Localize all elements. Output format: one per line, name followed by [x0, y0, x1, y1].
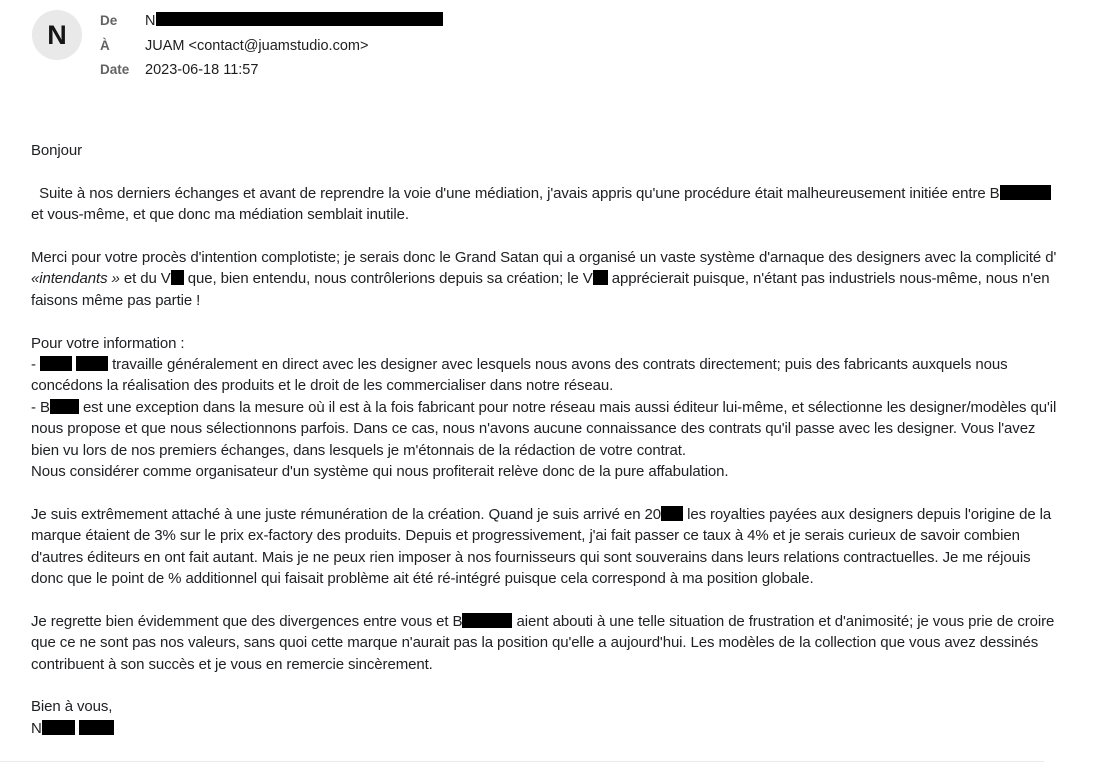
redacted-text [1000, 185, 1051, 200]
to-row [100, 34, 1100, 59]
redacted-text [76, 356, 108, 371]
email-header [0, 0, 1100, 81]
to-label: À [100, 37, 110, 53]
redacted-from-name [156, 12, 443, 26]
from-label: De [100, 13, 118, 28]
redaction-descender-artifact [302, 20, 307, 26]
to-value: JUAM <contact@juamstudio.com> [145, 37, 369, 54]
para-regret: Je regrette bien évidemment que des divergences entre vous et B aient abouti à une telle situation de frustration et d'animosité; je vous prie de croire que ce ne sont pas nos valeurs, sans quoi cette marque n'aurait pas la position qu'elle a aujourd'hui. Les modèles de la collection que vous avez dessinés contribuent à son succès et je vous en remercie sincèrement. [31, 612, 1059, 673]
date-row [100, 58, 1100, 83]
redacted-text [661, 506, 683, 521]
from-value-prefix: N [145, 13, 156, 29]
redacted-text [40, 356, 72, 371]
redacted-text [79, 720, 114, 735]
para-complot: Merci pour votre procès d'intention complotiste; je serais donc le Grand Satan qui a organisé un vaste système d'arnaque des designers avec la complicité d' «intendants » et du V que, bien entendu, nous contrôlerions depuis sa création; le V apprécierait puisque, n'étant pas industriels nous-même, nous n'en faisons même pas partie ! [31, 249, 1061, 309]
redacted-text [50, 399, 79, 414]
sender-avatar [32, 10, 82, 60]
avatar-letter: N [47, 19, 67, 50]
email-body [31, 140, 1063, 739]
date-label: Date [100, 62, 130, 77]
redacted-text [462, 613, 512, 628]
redacted-text [42, 720, 75, 735]
date-value: 2023-06-18 11:57 [145, 62, 259, 78]
greeting: Bonjour [31, 142, 83, 159]
para-mediation: Suite à nos derniers échanges et avant de reprendre la voie d'une médiation, j'avais appris qu'une procédure était malheureusement initiée entre B et vous-même, et que donc ma médiation semblait inutile. [31, 184, 1055, 224]
para-information: Pour votre information : - travaille généralement en direct avec les designer avec lesquels nous avons des contrats directement; puis des fabricants auxquels nous concédons la réalisation des produits et le droit de les commercialiser dans notre réseau. - B est une exception dans la mesure où il est à la fois fabricant pour notre réseau mais aussi éditeur lui-même, et sélectionne les designer/modèles qu'il nous propose et que nous sélectionnons parfois. Dans ce cas, nous n'avons aucune connaissance des contrats qu'il passe avec les designer. Vous l'avez bien vu lors de nos premiers échanges, dans lesquels je m'étonnais de la rédaction de votre contrat. Nous considérer comme organisateur d'un système qui nous profiterait relève donc de la pure affabulation. [31, 334, 1061, 481]
para-royalties: Je suis extrêmement attaché à une juste rémunération de la création. Quand je suis arrivé en 20 les royalties payées aux designers depuis l'origine de la marque étaient de 3% sur le prix ex-factory des produits. Depuis et progressivement, j'ai fait passer ce taux à 4% et je serais curieux de savoir combien d'autres éditeurs en ont fait autant. Mais je ne peux rien imposer à nos fournisseurs qui sont souverains dans leurs relations contractuelles. Je me réjouis donc que le point de % additionnel qui faisait problème ait été ré-intégré puisque cela correspond à ma position globale. [31, 505, 1056, 588]
redacted-text [171, 270, 184, 285]
from-row [100, 9, 1100, 34]
signature: Bien à vous, N [31, 698, 113, 737]
italic-text: «intendants » [31, 270, 120, 288]
redacted-text [593, 270, 608, 285]
